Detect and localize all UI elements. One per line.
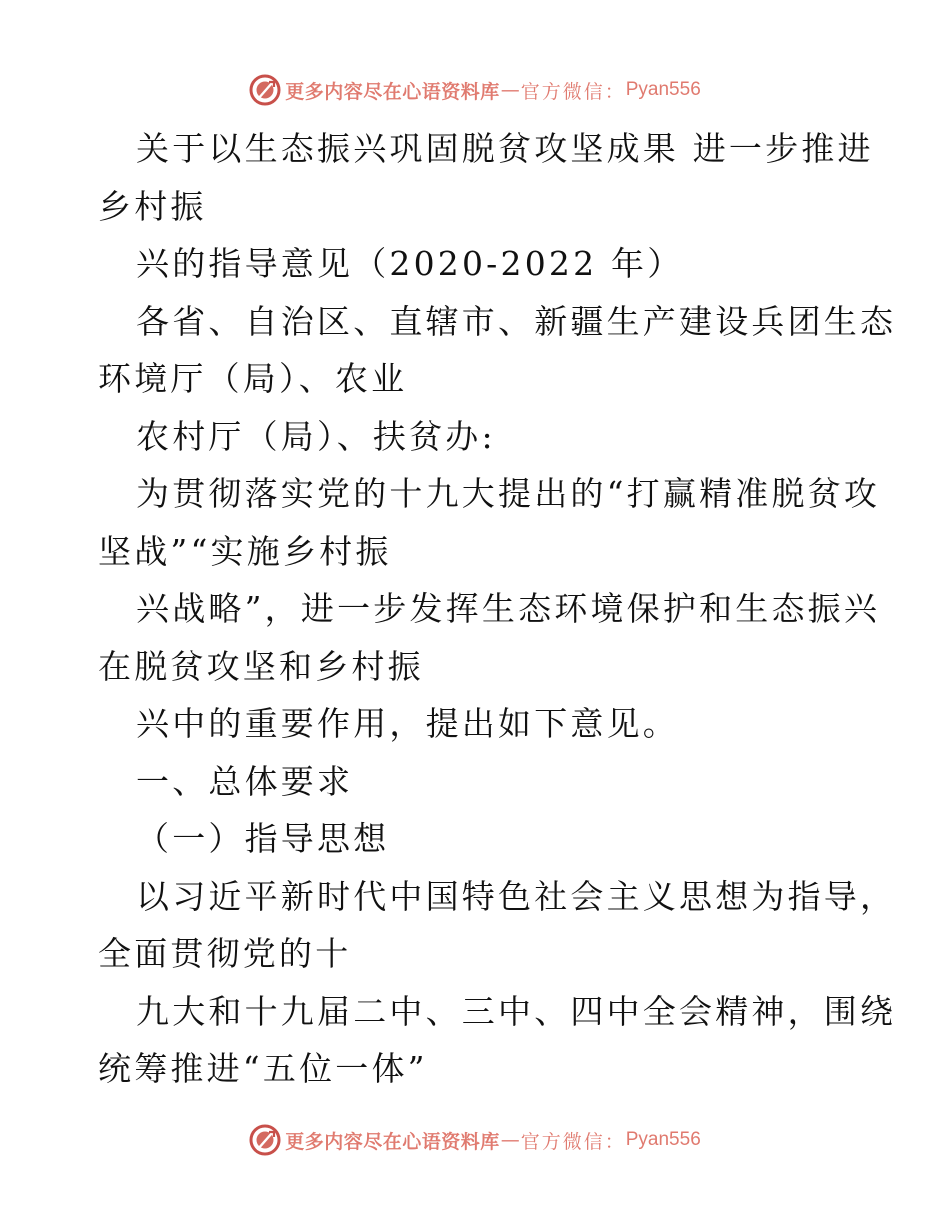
- watermark-official-label: 官方微信：: [520, 1130, 626, 1153]
- paragraph-line: 九大和十九届二中、三中、四中全会精神，围绕: [136, 991, 897, 1031]
- subsection-heading: （一）指导思想: [136, 819, 390, 858]
- red-circular-logo-icon: [249, 1124, 281, 1156]
- paragraph-line: 坚战”“实施乡村振: [98, 531, 392, 571]
- watermark-wechat-id: Pyan556: [625, 79, 701, 100]
- watermark-main-text: 更多内容尽在心语资料库: [285, 1130, 500, 1153]
- paragraph-line: 兴战略”，进一步发挥生态环境保护和生态振兴: [136, 589, 881, 628]
- watermark-footer: [0, 1120, 950, 1160]
- document-body: [98, 120, 897, 1098]
- paragraph-line: 为贯彻落实党的十九大提出的“打赢精准脱贫攻: [136, 474, 881, 513]
- document-title-line-3: 兴的指导意见（2020-2022 年）: [136, 244, 684, 283]
- paragraph-line: 兴中的重要作用，提出如下意见。: [136, 704, 679, 743]
- paragraph-line: 全面贯彻党的十: [98, 934, 352, 973]
- addressee-line-3: 农村厅（局）、扶贫办:: [136, 416, 496, 456]
- addressee-line-2: 环境厅（局）、农业: [98, 359, 408, 398]
- red-circular-logo-icon: [249, 74, 281, 106]
- watermark-official-label: 官方微信：: [520, 80, 626, 103]
- watermark-header: [0, 70, 950, 110]
- addressee-line-1: 各省、自治区、直辖市、新疆生产建设兵团生态: [136, 301, 897, 341]
- paragraph-line: 统筹推进“五位一体”: [98, 1049, 428, 1088]
- watermark-separator: —: [500, 1129, 520, 1151]
- section-heading: 一、总体要求: [136, 761, 354, 801]
- watermark-main-text: 更多内容尽在心语资料库: [285, 80, 500, 103]
- watermark-wechat-id: Pyan556: [625, 1129, 701, 1150]
- document-title-line-2: 乡村振: [98, 186, 207, 226]
- watermark-separator: —: [500, 79, 520, 101]
- document-title-line-1: 关于以生态振兴巩固脱贫攻坚成果 进一步推进: [136, 129, 874, 168]
- paragraph-line: 以习近平新时代中国特色社会主义思想为指导，: [136, 876, 897, 916]
- paragraph-line: 在脱贫攻坚和乡村振: [98, 646, 424, 686]
